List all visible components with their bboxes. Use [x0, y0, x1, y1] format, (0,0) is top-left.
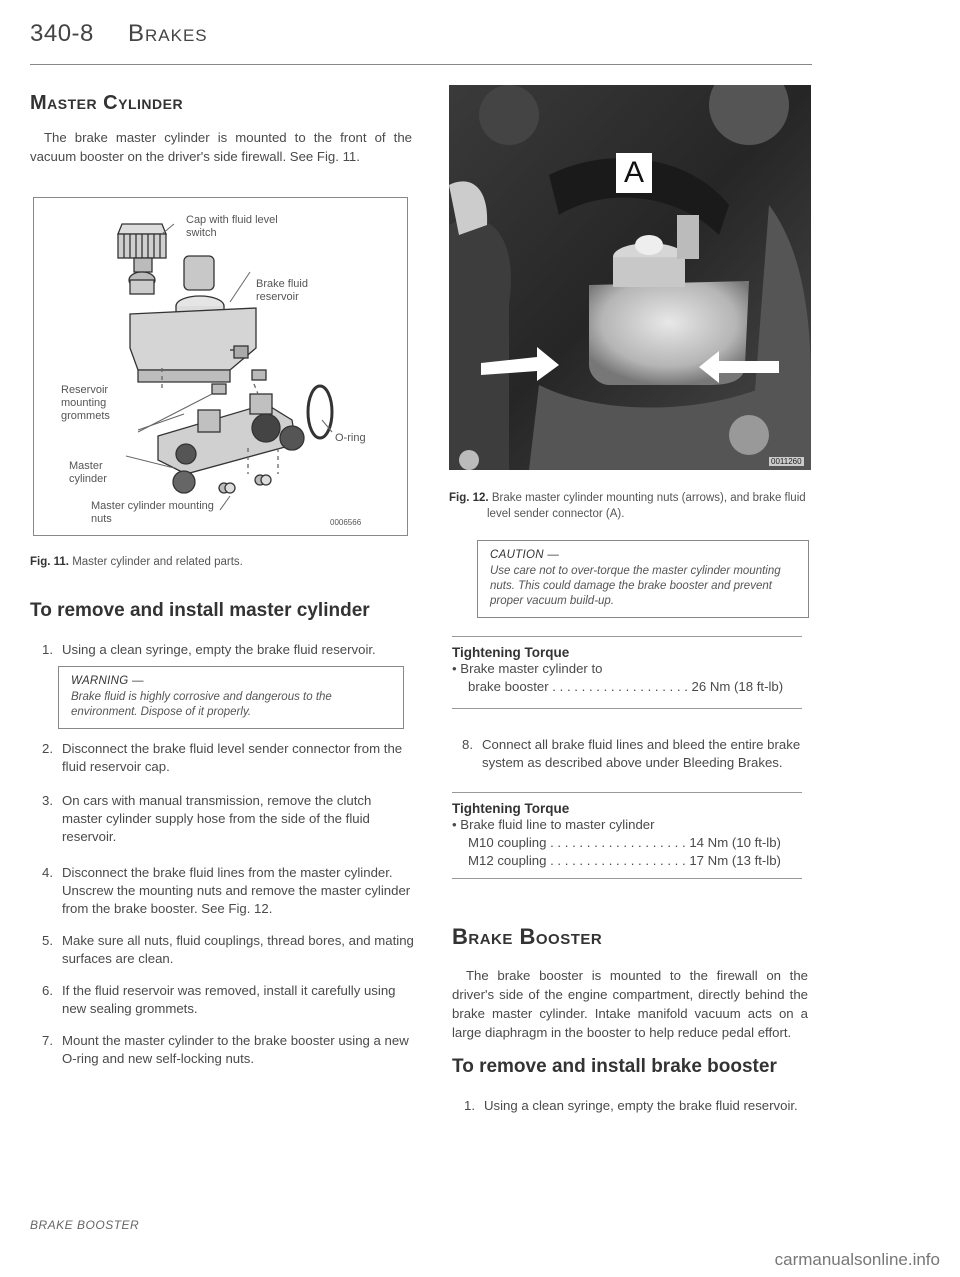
step-text: On cars with manual transmission, remove the clutch master cylinder supply hose from the side of the fluid reservoir. — [62, 793, 372, 844]
step-number: 8. — [462, 737, 473, 752]
header-rule — [30, 64, 812, 65]
rule — [452, 878, 802, 879]
procedure-title-master-cylinder: To remove and install master cylinder — [30, 600, 370, 621]
step-number: 3. — [42, 793, 53, 808]
step-text: Disconnect the brake fluid level sender connector from the fluid reservoir cap. — [62, 741, 403, 774]
section-title-master-cylinder: Master Cylinder — [30, 92, 184, 114]
page-number: 340-8 — [30, 20, 94, 47]
rule — [452, 636, 802, 637]
fig11-caption-text: Master cylinder and related parts. — [72, 556, 243, 568]
step-text: Disconnect the brake fluid lines from the master cylinder. Unscrew the mounting nuts and remove the master cylinder from the brake booster. See Fig. 12. — [62, 865, 411, 916]
fig12-caption-text: Brake master cylinder mounting nuts (arrows), and brake fluid level sender connector (A). — [487, 492, 806, 520]
torque-line: • Brake master cylinder to — [452, 661, 603, 676]
label-oring: O-ring — [335, 432, 366, 444]
label-mounting-nuts: Master cylinder mounting nuts — [91, 500, 214, 525]
master-cylinder-intro: The brake master cylinder is mounted to the front of the vacuum booster on the driver's side firewall. See Fig. 11. — [30, 130, 412, 164]
label-reservoir: Brake fluid reservoir — [256, 278, 308, 303]
fig11-caption-label: Fig. 11. — [30, 556, 69, 568]
step-text: If the fluid reservoir was removed, install it carefully using new sealing grommets. — [62, 983, 396, 1016]
step-number: 5. — [42, 933, 53, 948]
caution-box — [477, 540, 809, 618]
step-number: 2. — [42, 741, 53, 756]
torque-spec-2 — [452, 792, 802, 879]
warning-text: Brake fluid is highly corrosive and dangerous to the environment. Dispose of it properly. — [71, 691, 332, 718]
step-text: Connect all brake fluid lines and bleed the entire brake system as described above under Bleeding Brakes. — [482, 737, 801, 770]
step-text: Using a clean syringe, empty the brake fluid reservoir. — [62, 642, 376, 657]
label-cap: Cap with fluid level switch — [186, 214, 278, 239]
torque-line: M10 coupling . . . . . . . . . . . . . . . . . . . 14 Nm (10 ft-lb) — [468, 835, 781, 850]
fig12-caption-label: Fig. 12. — [449, 492, 489, 504]
warning-heading: WARNING — — [71, 675, 144, 687]
torque-line: M12 coupling . . . . . . . . . . . . . . . . . . . 17 Nm (13 ft-lb) — [468, 853, 781, 868]
caution-text: Use care not to over-torque the master cylinder mounting nuts. This could damage the brake booster and prevent proper vacuum build-up. — [490, 565, 781, 607]
warning-box — [58, 666, 404, 729]
step-number: 6. — [42, 983, 53, 998]
photo-code: 0011260 — [771, 457, 802, 466]
fig11-caption — [30, 554, 410, 570]
caution-heading: CAUTION — — [490, 549, 560, 561]
step-text: Mount the master cylinder to the brake booster using a new O-ring and new self-locking nuts. — [62, 1033, 409, 1066]
torque-spec-1 — [452, 636, 802, 709]
photo-marker-a: A — [623, 156, 644, 189]
section-title-brake-booster: Brake Booster — [452, 924, 603, 949]
figure-12-photo — [449, 85, 811, 470]
torque-heading: Tightening Torque — [452, 645, 570, 660]
watermark: carmanualsonline.info — [774, 1250, 940, 1269]
torque-heading: Tightening Torque — [452, 801, 570, 816]
brake-booster-intro: The brake booster is mounted to the firewall on the driver's side of the engine compartment, directly behind the brake master cylinder. Intake manifold vacuum acts on a large diaphragm in the booster to help reduce pedal effort. — [452, 968, 808, 1040]
torque-line: • Brake fluid line to master cylinder — [452, 817, 655, 832]
label-master-cylinder: Master cylinder — [69, 460, 107, 485]
figure-code: 0006566 — [330, 518, 362, 527]
step-number: 1. — [464, 1098, 475, 1113]
fig12-caption — [449, 490, 811, 522]
step-text: Using a clean syringe, empty the brake fluid reservoir. — [484, 1098, 798, 1113]
rule — [452, 792, 802, 793]
torque-line: brake booster . . . . . . . . . . . . . . . . . . . 26 Nm (18 ft-lb) — [468, 679, 784, 694]
step-number: 1. — [42, 642, 53, 657]
figure-11 — [33, 197, 408, 536]
step-number: 7. — [42, 1033, 53, 1048]
engine-bay-photo — [449, 85, 811, 470]
chapter-title: Brakes — [128, 20, 208, 47]
rule — [452, 708, 802, 709]
label-grommets: Reservoir mounting grommets — [61, 384, 110, 422]
procedure-title-brake-booster: To remove and install brake booster — [452, 1056, 777, 1077]
step-number: 4. — [42, 865, 53, 880]
footer-running-head: BRAKE BOOSTER — [30, 1218, 140, 1232]
step-text: Make sure all nuts, fluid couplings, thread bores, and mating surfaces are clean. — [62, 933, 414, 966]
